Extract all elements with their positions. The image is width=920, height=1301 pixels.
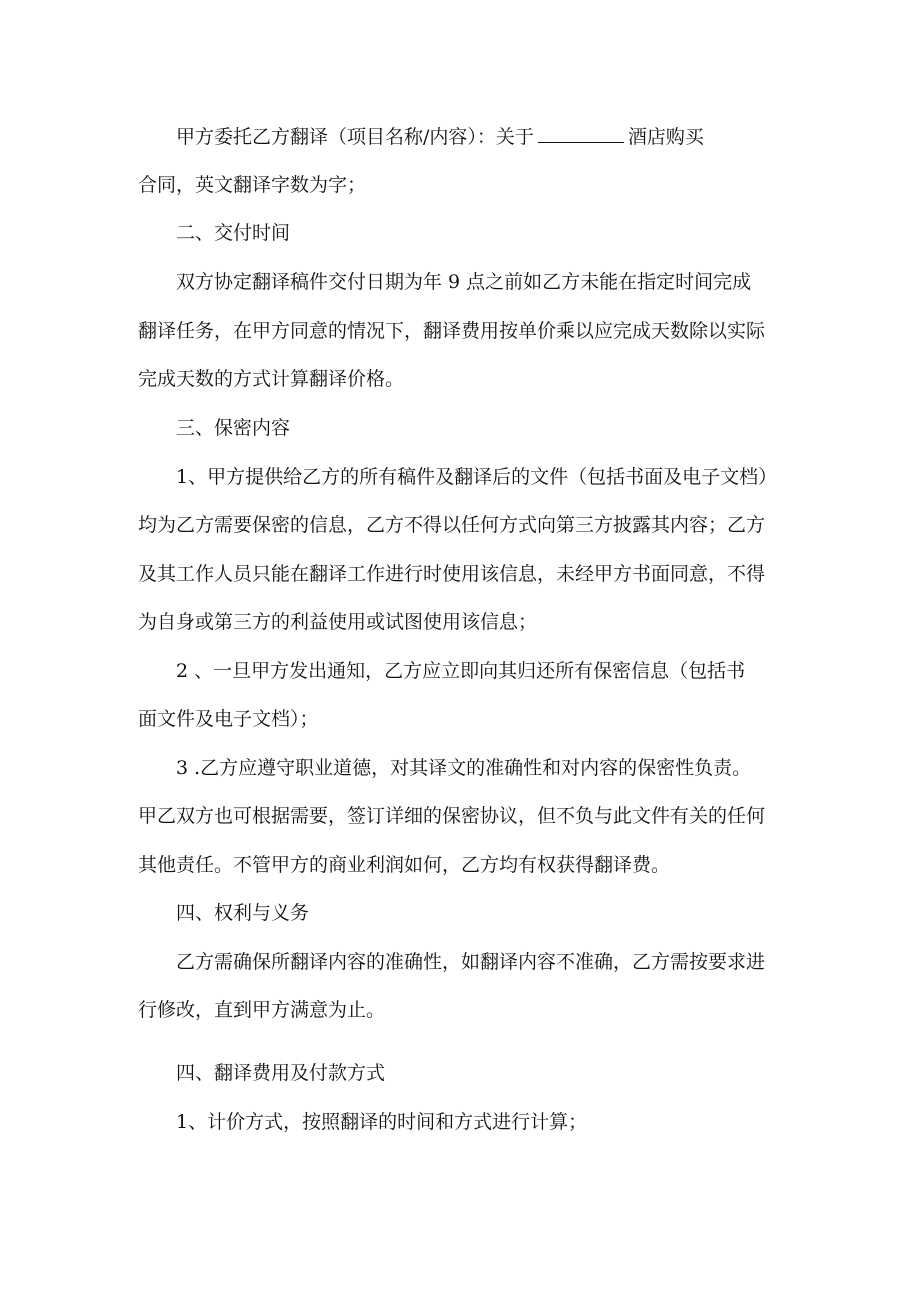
paragraph-line: 为自身或第三方的利益使用或试图使用该信息； bbox=[138, 611, 538, 633]
section-heading: 四、权利与义务 bbox=[176, 902, 310, 924]
paragraph-line: 面文件及电子文档）； bbox=[138, 708, 319, 730]
paragraph-line: 翻译任务，在甲方同意的情况下，翻译费用按单价乘以应完成天数除以实际 bbox=[138, 320, 766, 342]
section-heading: 二、交付时间 bbox=[176, 222, 291, 244]
paragraph-line: 1、甲方提供给乙方的所有稿件及翻译后的文件（包括书面及电子文档） bbox=[176, 466, 778, 488]
text-fragment: 甲方委托乙方翻译（项目名称/内容）：关于 bbox=[176, 126, 534, 148]
paragraph-line: 完成天数的方式计算翻译价格。 bbox=[138, 368, 405, 390]
paragraph-line: 及其工作人员只能在翻译工作进行时使用该信息，未经甲方书面同意，不得 bbox=[138, 563, 766, 585]
paragraph-line: 均为乙方需要保密的信息，乙方不得以任何方式向第三方披露其内容；乙方 bbox=[138, 514, 766, 536]
paragraph-line: 合同，英文翻译字数为字； bbox=[138, 174, 367, 196]
section-heading: 三、保密内容 bbox=[176, 417, 291, 439]
paragraph-line: 其他责任。不管甲方的商业利润如何，乙方均有权获得翻译费。 bbox=[138, 854, 671, 876]
paragraph-line: 乙方需确保所翻译内容的准确性，如翻译内容不准确，乙方需按要求进 bbox=[176, 951, 766, 973]
paragraph-line: 双方协定翻译稿件交付日期为年 9 点之前如乙方未能在指定时间完成 bbox=[176, 271, 752, 293]
paragraph-line: 甲乙双方也可根据需要，签订详细的保密协议，但不负与此文件有关的任何 bbox=[138, 805, 766, 827]
paragraph-line: 3 .乙方应遵守职业道德，对其译文的准确性和对内容的保密性负责。 bbox=[176, 757, 752, 779]
paragraph-line bbox=[176, 124, 704, 149]
text-fragment: 酒店购买 bbox=[627, 126, 704, 148]
paragraph-line: 1、计价方式，按照翻译的时间和方式进行计算； bbox=[176, 1111, 588, 1133]
paragraph-line: 2 、一旦甲方发出通知，乙方应立即向其归还所有保密信息（包括书 bbox=[176, 660, 746, 682]
paragraph-line: 行修改，直到甲方满意为止。 bbox=[138, 999, 386, 1021]
section-heading: 四、翻译费用及付款方式 bbox=[176, 1062, 386, 1084]
blank-underline bbox=[538, 124, 624, 143]
